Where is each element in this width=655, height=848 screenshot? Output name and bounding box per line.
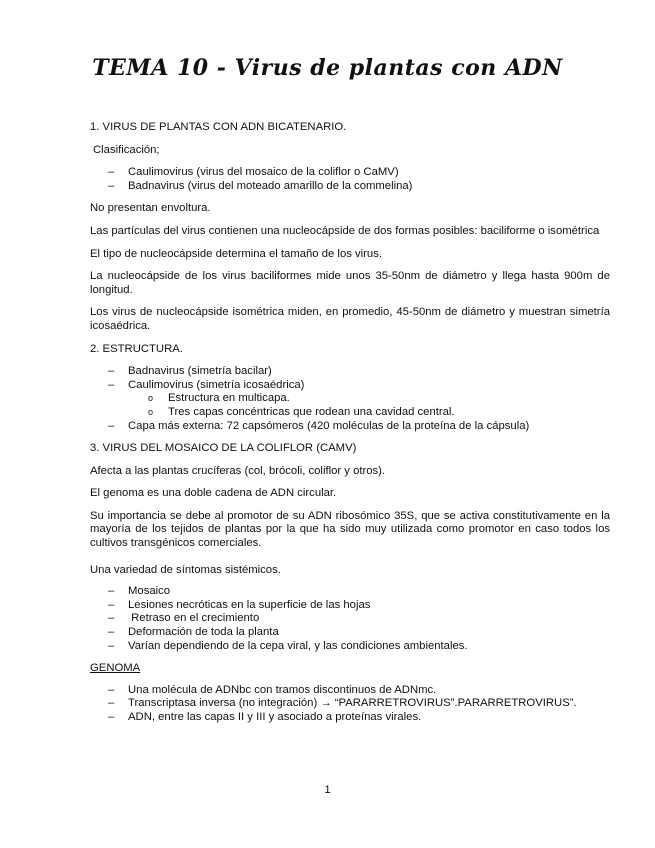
list-item: – Retraso en el crecimiento xyxy=(108,612,260,625)
sub-list-item: o Estructura en multicapa. xyxy=(148,392,290,405)
section-3-heading: 3. VIRUS DEL MOSAICO DE LA COLIFLOR (CAMV) xyxy=(90,442,357,455)
estructura-sublist xyxy=(128,392,610,419)
list-item: – Badnavirus (simetría bacilar) xyxy=(108,365,272,378)
estructura-list xyxy=(90,365,610,433)
list-item: – Transcriptasa inversa (no integración) → “PARARRETROVIRUS”.PARARRETROVIRUS”. xyxy=(108,697,577,710)
list-item: – ADN, entre las capas II y III y asociado a proteínas virales. xyxy=(108,711,422,723)
list-item: – Varían dependiendo de la cepa viral, y las condiciones ambientales. xyxy=(108,639,468,652)
list-item: – Badnavirus (virus del moteado amarillo de la commelina) xyxy=(108,179,413,192)
dash-bullet: – xyxy=(108,711,115,723)
dash-bullet: – xyxy=(108,365,115,378)
dash-bullet: – xyxy=(108,598,115,611)
genoma-heading: GENOMA xyxy=(90,662,141,675)
genoma-list xyxy=(90,684,610,725)
paragraph-isometrica: Los virus de nucleocápside isométrica miden, en promedio, 45-50nm de diámetro y muestran simetría icosaédrica. xyxy=(90,306,610,332)
list-item: – Una molécula de ADNbc con tramos discontinuos de ADNmc. xyxy=(108,683,437,696)
dash-bullet: – xyxy=(108,179,115,192)
paragraph-tipo: El tipo de nucleocápside determina el tamaño de los virus. xyxy=(90,247,383,260)
list-item: – Caulimovirus (virus del mosaico de la coliflor o CaMV) xyxy=(108,166,399,179)
dash-bullet: – xyxy=(108,585,115,598)
paragraph-afecta: Afecta a las plantas crucíferas (col, brócoli, coliflor y otros). xyxy=(90,464,386,477)
dash-bullet: – xyxy=(108,683,115,696)
dash-bullet: – xyxy=(108,378,115,391)
classification-list xyxy=(90,166,610,193)
list-item: – Lesiones necróticas en la superficie de las hojas xyxy=(108,598,371,611)
paragraph-baciliformes: La nucleocápside de los virus baciliformes mide unos 35-50nm de diámetro y llega hasta 900m de longitud. xyxy=(90,270,610,296)
page-title: TEMA 10 - Virus de plantas con ADN xyxy=(92,55,563,81)
list-item: – Mosaico xyxy=(108,585,171,598)
dash-bullet: – xyxy=(108,697,115,710)
paragraph-sintomas: Una variedad de síntomas sistémicos. xyxy=(90,563,281,576)
page-number: 1 xyxy=(324,784,331,796)
paragraph-particulas: Las partículas del virus contienen una nucleocápside de dos formas posibles: baciliforme o isométrica xyxy=(90,224,600,237)
paragraph-envoltura: No presentan envoltura. xyxy=(90,202,211,215)
section-2-heading: 2. ESTRUCTURA. xyxy=(90,342,183,355)
sintomas-list xyxy=(90,585,610,653)
document-body xyxy=(90,121,610,734)
sub-list-item: o Tres capas concéntricas que rodean una cavidad central. xyxy=(148,405,455,418)
circle-bullet: o xyxy=(148,393,154,404)
list-item: – Deformación de toda la planta xyxy=(108,626,279,639)
dash-bullet: – xyxy=(108,419,115,432)
paragraph-genoma-doble: El genoma es una doble cadena de ADN circular. xyxy=(90,487,337,500)
list-item: – Caulimovirus (simetría icosaédrica) o Estructura en multicapa. o Tres capas concéntricas que rodean una cavidad central. xyxy=(90,379,610,420)
circle-bullet: o xyxy=(148,406,154,417)
classification-label: Clasificación; xyxy=(93,143,160,156)
dash-bullet: – xyxy=(108,166,115,179)
dash-bullet: – xyxy=(108,626,115,639)
list-item: – Capa más externa: 72 capsómeros (420 moléculas de la proteína de la cápsula) xyxy=(108,419,530,432)
dash-bullet: – xyxy=(108,612,115,625)
dash-bullet: – xyxy=(108,639,115,652)
paragraph-importancia: Su importancia se debe al promotor de su ADN ribosómico 35S, que se activa constitutivamente en la mayoría de los tejidos de plantas por la que ha sido muy utilizada como promotor en caso todos los cultivos transgénicos comerciales. xyxy=(90,509,610,550)
section-1-heading: 1. VIRUS DE PLANTAS CON ADN BICATENARIO. xyxy=(90,121,347,133)
